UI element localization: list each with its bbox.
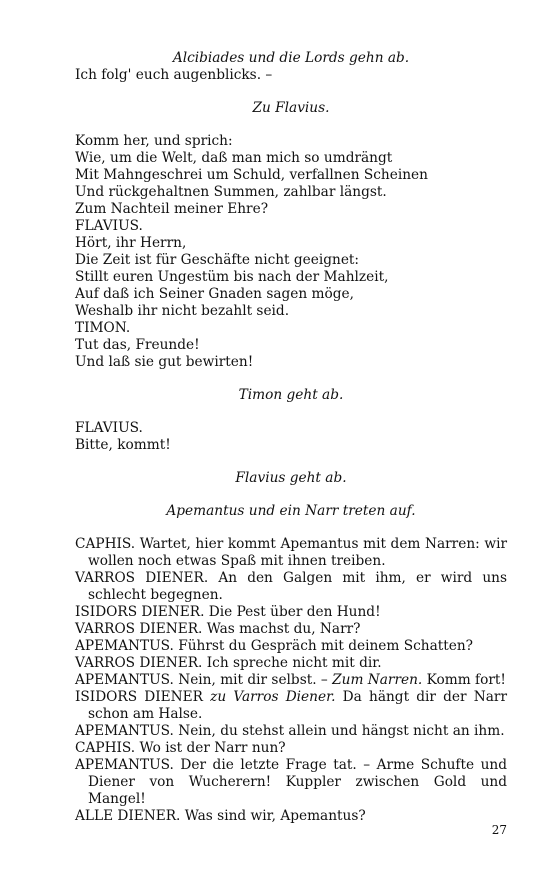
dialogue-line [75,689,507,723]
page-text [75,50,507,825]
prose-dialogue [75,536,507,825]
verse-line: Weshalb ihr nicht bezahlt seid. [75,303,290,319]
verse-line: Und laß sie gut bewirten! [75,354,254,370]
stage-direction: Apemantus und ein Narr treten auf. [166,503,416,519]
stage-direction: Zu Flavius. [252,100,330,116]
verse-line: Die Zeit ist für Geschäfte nicht geeignet: [75,252,360,268]
verse-line: Hört, ihr Herrn, [75,235,187,251]
dialogue-line: APEMANTUS. Der die letzte Frage tat. – Arme Schufte und Diener von Wucherern! Kuppler zwischen Gold und Mangel! [75,757,507,807]
dialogue-text: Da hängt dir der Narr schon am Halse. [88,689,507,722]
dialogue-line: APEMANTUS. Nein, du stehst allein und hängst nicht an ihm. [75,723,505,739]
inline-stage-direction: Zum Narren. [332,672,423,688]
inline-stage-direction: zu Varros Diener. [210,689,336,705]
speaker-name: FLAVIUS. [75,420,143,436]
dialogue-line: CAPHIS. Wo ist der Narr nun? [75,740,286,756]
stage-direction: Flavius geht ab. [235,470,347,486]
dialogue-text: Komm fort! [422,672,506,688]
dialogue-text: APEMANTUS. Nein, mit dir selbst. – [75,672,333,688]
dialogue-line [75,672,507,689]
speaker-name: TIMON. [75,320,131,336]
dialogue-text: ISIDORS DIENER [75,689,211,705]
dialogue-line: APEMANTUS. Führst du Gespräch mit deinem Schatten? [75,638,474,654]
verse-line: Zum Nachteil meiner Ehre? [75,201,269,217]
verse-line: Ich folg' euch augenblicks. – [75,67,273,83]
verse-line: Komm her, und sprich: [75,133,233,149]
verse-line: Auf daß ich Seiner Gnaden sagen möge, [75,286,354,302]
verse-line: Und rückgehaltnen Summen, zahlbar längst. [75,184,387,200]
dialogue-line: VARROS DIENER. Was machst du, Narr? [75,621,361,637]
dialogue-line: ALLE DIENER. Was sind wir, Apemantus? [75,808,366,824]
verse-block [75,133,507,371]
dialogue-line: VARROS DIENER. Ich spreche nicht mit dir. [75,655,382,671]
dialogue-line: ISIDORS DIENER. Die Pest über den Hund! [75,604,381,620]
verse-line: Stillt euren Ungestüm bis nach der Mahlzeit, [75,269,389,285]
stage-direction: Timon geht ab. [238,387,344,403]
dialogue-line: VARROS DIENER. An den Galgen mit ihm, er wird uns schlecht begegnen. [75,570,507,603]
verse-line: Wie, um die Welt, daß man mich so umdrängt [75,150,393,166]
stage-direction: Alcibiades und die Lords gehn ab. [172,50,410,66]
verse-line: Mit Mahngeschrei um Schuld, verfallnen Scheinen [75,167,428,183]
speaker-name: FLAVIUS. [75,218,143,234]
verse-line: Bitte, kommt! [75,437,171,453]
dialogue-line: CAPHIS. Wartet, hier kommt Apemantus mit dem Narren: wir wollen noch etwas Spaß mit ihnen treiben. [75,536,507,569]
verse-line: Tut das, Freunde! [75,337,200,353]
page-number: 27 [491,823,507,837]
